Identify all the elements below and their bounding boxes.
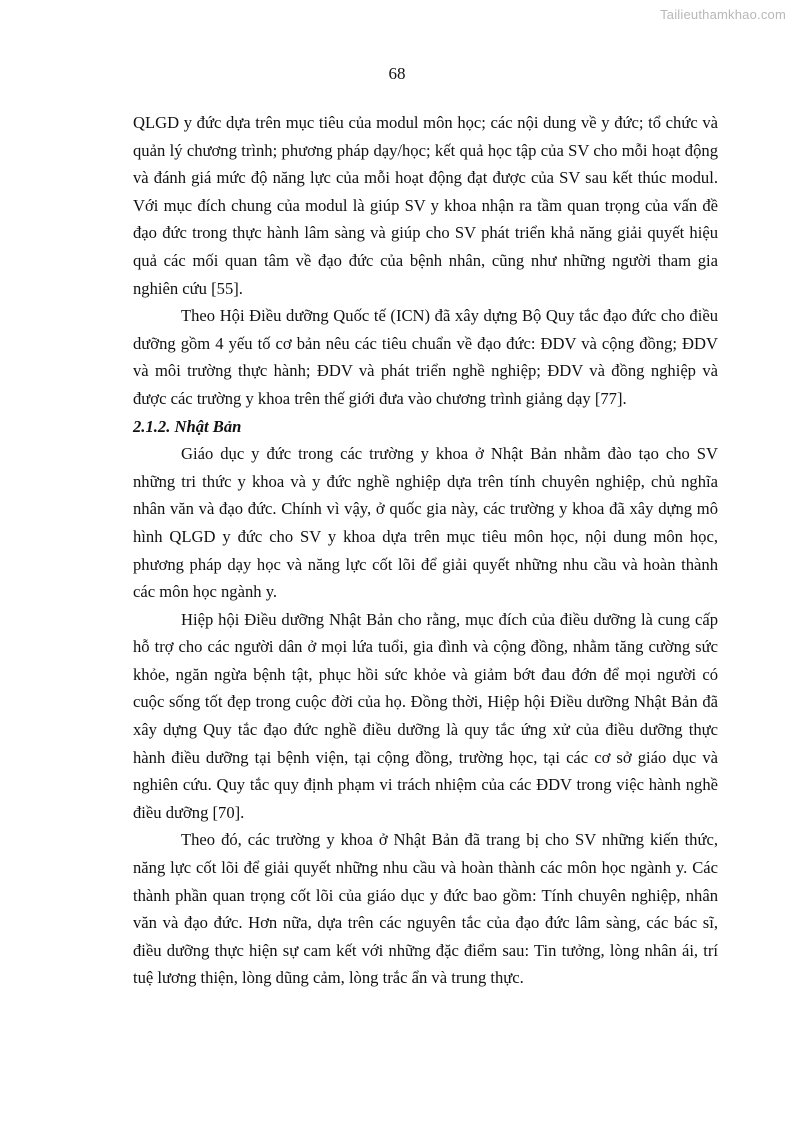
page-number: 68 bbox=[388, 64, 406, 83]
paragraph-japan-education: Giáo dục y đức trong các trường y khoa ở Nhật Bản nhằm đào tạo cho SV những tri thức y khoa và y đức nghề nghiệp dựa trên tính chuyên nghiệp, chủ nghĩa nhân văn và đạo đức. Chính vì vậy, ở quốc gia này, các trường y khoa đã xây dựng mô hình QLGD y đức cho SV y khoa dựa trên mục tiêu môn học, nội dung môn học, phương pháp dạy học và năng lực cốt lõi để giải quyết những nhu cầu và hoàn thành các môn học ngành y. bbox=[133, 444, 718, 602]
paragraph-continued: QLGD y đức dựa trên mục tiêu của modul môn học; các nội dung về y đức; tổ chức và quản lý chương trình; phương pháp dạy/học; kết quả học tập của SV cho mỗi hoạt động và đánh giá mức độ năng lực của mỗi hoạt động đạt được của SV sau kết thúc modul. Với mục đích chung của modul là giúp SV y khoa nhận ra tầm quan trọng của vấn đề đạo đức trong thực hành lâm sàng và giúp cho SV phát triển khả năng giải quyết hiệu quả các mối quan tâm về đạo đức của bệnh nhân, cũng như những người tham gia nghiên cứu [55]. bbox=[133, 113, 718, 298]
paragraph-japan-core-competencies: Theo đó, các trường y khoa ở Nhật Bản đã trang bị cho SV những kiến thức, năng lực cốt lõi để giải quyết những nhu cầu và hoàn thành các môn học ngành y. Các thành phần quan trọng cốt lõi của giáo dục y đức bao gồm: Tính chuyên nghiệp, nhân văn và đạo đức. Hơn nữa, dựa trên các nguyên tắc của đạo đức lâm sàng, các bác sĩ, điều dưỡng thực hiện sự cam kết với những đặc điểm sau: Tin tưởng, lòng nhân ái, trí tuệ lương thiện, lòng dũng cảm, lòng trắc ẩn và trung thực. bbox=[133, 830, 718, 988]
paragraph-icn: Theo Hội Điều dưỡng Quốc tế (ICN) đã xây dựng Bộ Quy tắc đạo đức cho điều dưỡng gồm 4 yếu tố cơ bản nêu các tiêu chuẩn về đạo đức: ĐDV và cộng đồng; ĐDV và môi trường thực hành; ĐDV và phát triển nghề nghiệp; ĐDV và đồng nghiệp và được các trường y khoa trên thế giới đưa vào chương trình giảng dạy [77]. bbox=[133, 306, 718, 408]
watermark: Tailieuthamkhao.com bbox=[660, 7, 786, 22]
section-heading-japan: 2.1.2. Nhật Bản bbox=[133, 416, 242, 436]
paragraph-japan-nursing-association: Hiệp hội Điều dưỡng Nhật Bản cho rằng, mục đích của điều dưỡng là cung cấp hỗ trợ cho các người dân ở mọi lứa tuổi, gia đình và cộng đồng, nhằm tăng cường sức khỏe, ngăn ngừa bệnh tật, phục hồi sức khỏe và giảm bớt đau đớn để mọi người có cuộc sống tốt đẹp trong cuộc đời của họ. Đồng thời, Hiệp hội Điều dưỡng Nhật Bản đã xây dựng Quy tắc đạo đức nghề điều dưỡng là quy tắc ứng xử của điều dưỡng thực hành điều dưỡng tại bệnh viện, tại cộng đồng, trường học, tại các cơ sở giáo dục và nghiên cứu. Quy tắc quy định phạm vi trách nhiệm của các ĐDV trong việc hành nghề điều dưỡng [70]. bbox=[133, 609, 718, 822]
document-body bbox=[133, 109, 718, 992]
